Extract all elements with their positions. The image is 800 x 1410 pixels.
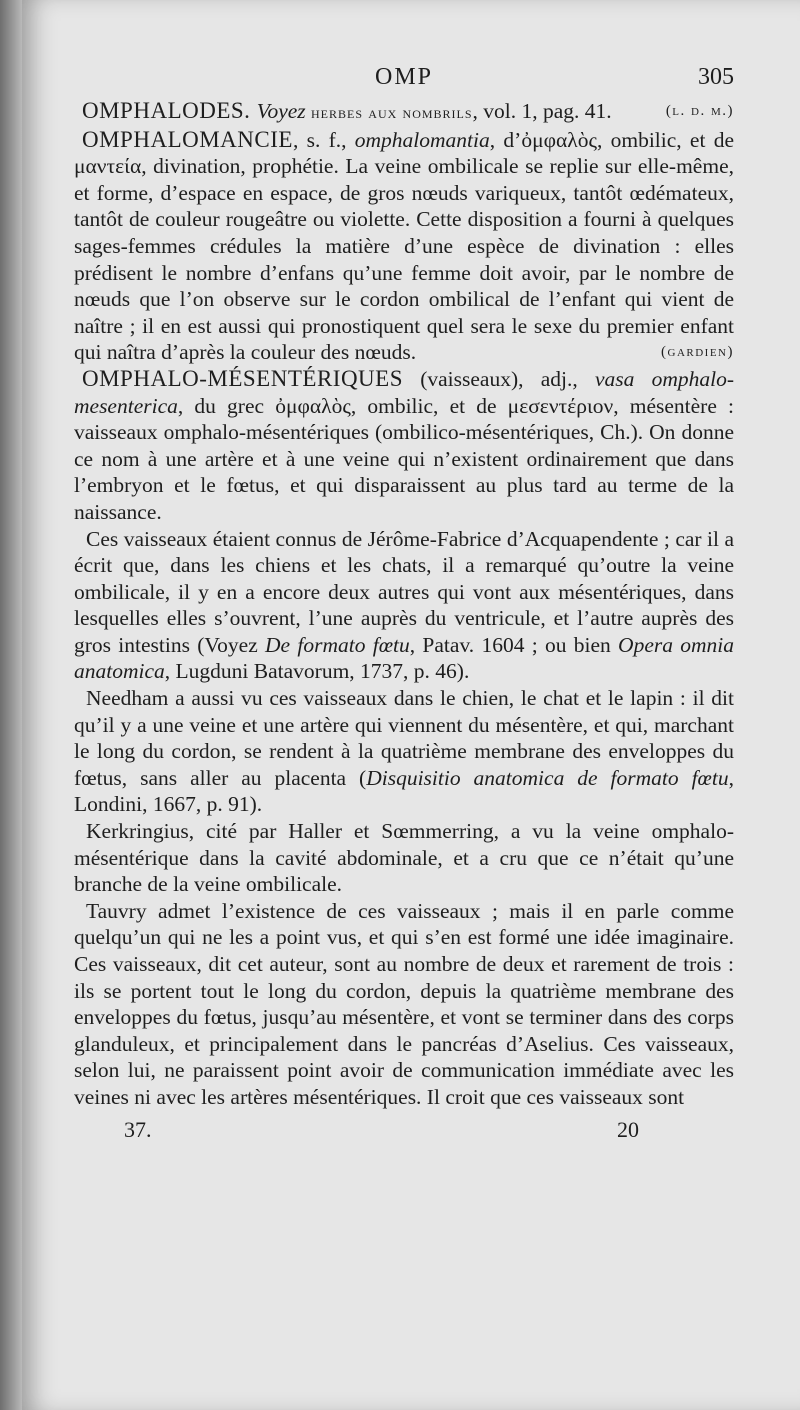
book-page bbox=[22, 0, 800, 1410]
catchword: 20 bbox=[617, 1116, 639, 1142]
running-head bbox=[74, 64, 734, 94]
paragraph-text: Disquisitio anatomica de formato fœtu bbox=[366, 765, 729, 790]
entry-headword: OMPHALO-MÉSENTÉRIQUES bbox=[82, 365, 403, 391]
running-head-title: OMP bbox=[374, 64, 434, 90]
signature-mark: 37. bbox=[124, 1116, 152, 1142]
paragraph-text: Ces vaisseaux étaient connus de Jérôme-Fabrice d’Acquapendente ; car il a écrit que, dans les chiens et les chats, il a remarqué qu’outre la veine ombilicale, il y en a encore deux autres qui vont aux mésentériques, dans lesquelles elles s’ouvrent, l’une auprès du ventricule, et l’autre auprès des gros intestins (Voyez bbox=[74, 526, 734, 657]
entry-text: , du grec ὀμφαλὸς, ombilic, et de μεσεντέριον, mésentère : vaisseaux omphalo-mésentériques (ombilico-mésentériques, Ch.). On donne ce nom à une artère et à une veine qui n’existent ordinairement que dans l’embryon et le fœtus, et qui disparaissent au plus tard au terme de la naissance. bbox=[74, 393, 734, 524]
entry-text: , vol. 1, pag. 41. bbox=[472, 99, 612, 123]
paragraph-text: Needham a aussi vu ces vaisseaux dans le chien, le chat et le lapin : il dit qu’il y a une veine et une artère qui viennent du mésentère, et qui, marchant le long du cordon, se rendent à la quatrième membrane des enveloppes du fœtus, sans aller au placenta ( bbox=[74, 686, 734, 790]
entry-text: , s. f., bbox=[292, 127, 355, 152]
entry-text: OMPHALODES. bbox=[82, 98, 257, 123]
book-gutter bbox=[0, 0, 22, 1410]
paragraph-needham bbox=[74, 685, 734, 818]
entry-text: Voyez bbox=[256, 99, 312, 123]
paragraph-acquapendente bbox=[74, 526, 734, 686]
entry-omphalodes bbox=[74, 98, 734, 127]
entry-signature: (l. d. m.) bbox=[665, 103, 734, 119]
entry-headword: OMPHALOMANCIE bbox=[82, 126, 293, 152]
paragraph-text: , Lugduni Batavorum, 1737, p. 46). bbox=[164, 659, 470, 684]
paragraph-text: , Londini, 1667, p. 91). bbox=[74, 765, 734, 817]
paragraph-text: De formato fœtu bbox=[265, 632, 410, 657]
paragraph-text: Opera omnia anatomica bbox=[74, 632, 735, 684]
page-footer bbox=[74, 1117, 734, 1147]
entry-text: omphalomantia bbox=[354, 127, 490, 152]
entry-omphalo-mesenteriques bbox=[74, 366, 734, 526]
entry-text: (vaisseaux), adj., bbox=[403, 366, 595, 391]
entry-omphalomancie bbox=[74, 127, 734, 366]
entry-text: vasa omphalo-mesenterica bbox=[74, 366, 734, 418]
entry-signature: (gardien) bbox=[661, 344, 734, 361]
page-content bbox=[74, 64, 734, 1147]
entry-text: , d’ὀμφαλὸς, ombilic, et de μαντεία, divination, prophétie. La veine ombilicale se replie sur elle-même, et forme, d’espace en espace, de gros nœuds variqueux, tantôt œdémateux, tantôt de couleur rougeâtre ou violette. Cette disposition a fourni à quelques sages-femmes crédules la matière d’une espèce de divination : elles prédisent le nombre d’enfans qu’une femme doit avoir, par le nombre de nœuds que l’on observe sur le cordon ombilical de l’enfant qui vient de naître ; il en est aussi qui pronostiquent quel sera le sexe du premier enfant qui naîtra d’après la couleur des nœuds. bbox=[74, 127, 734, 365]
paragraph-text: Tauvry admet l’existence de ces vaisseaux ; mais il en parle comme quelqu’un qui ne les a point vus, et qui s’en est formé une idée imaginaire. Ces vaisseaux, dit cet auteur, sont au nombre de deux et rarement de trois : ils se portent tout le long du cordon, depuis la quatrième membrane des enveloppes du fœtus, jusqu’au mésentère, et vont se terminer dans des corps glanduleux, et principalement dans le pancréas d’Aselius. Ces vaisseaux, selon lui, ne paraissent point avoir de communication immédiate avec les veines ni avec les artères mésentériques. Il croit que ces vaisseaux sont bbox=[74, 898, 734, 1109]
entry-text: herbes aux nombrils bbox=[311, 103, 473, 122]
page-number: 305 bbox=[698, 64, 734, 90]
paragraph-text: Kerkringius, cité par Haller et Sœmmerring, a vu la veine omphalo-mésentérique dans la cavité abdominale, et a cru que ce n’était qu’une branche de la veine ombilicale. bbox=[74, 819, 734, 897]
paragraph-kerkringius bbox=[74, 818, 734, 898]
paragraph-tauvry bbox=[74, 898, 734, 1111]
paragraph-text: , Patav. 1604 ; ou bien bbox=[409, 632, 619, 657]
